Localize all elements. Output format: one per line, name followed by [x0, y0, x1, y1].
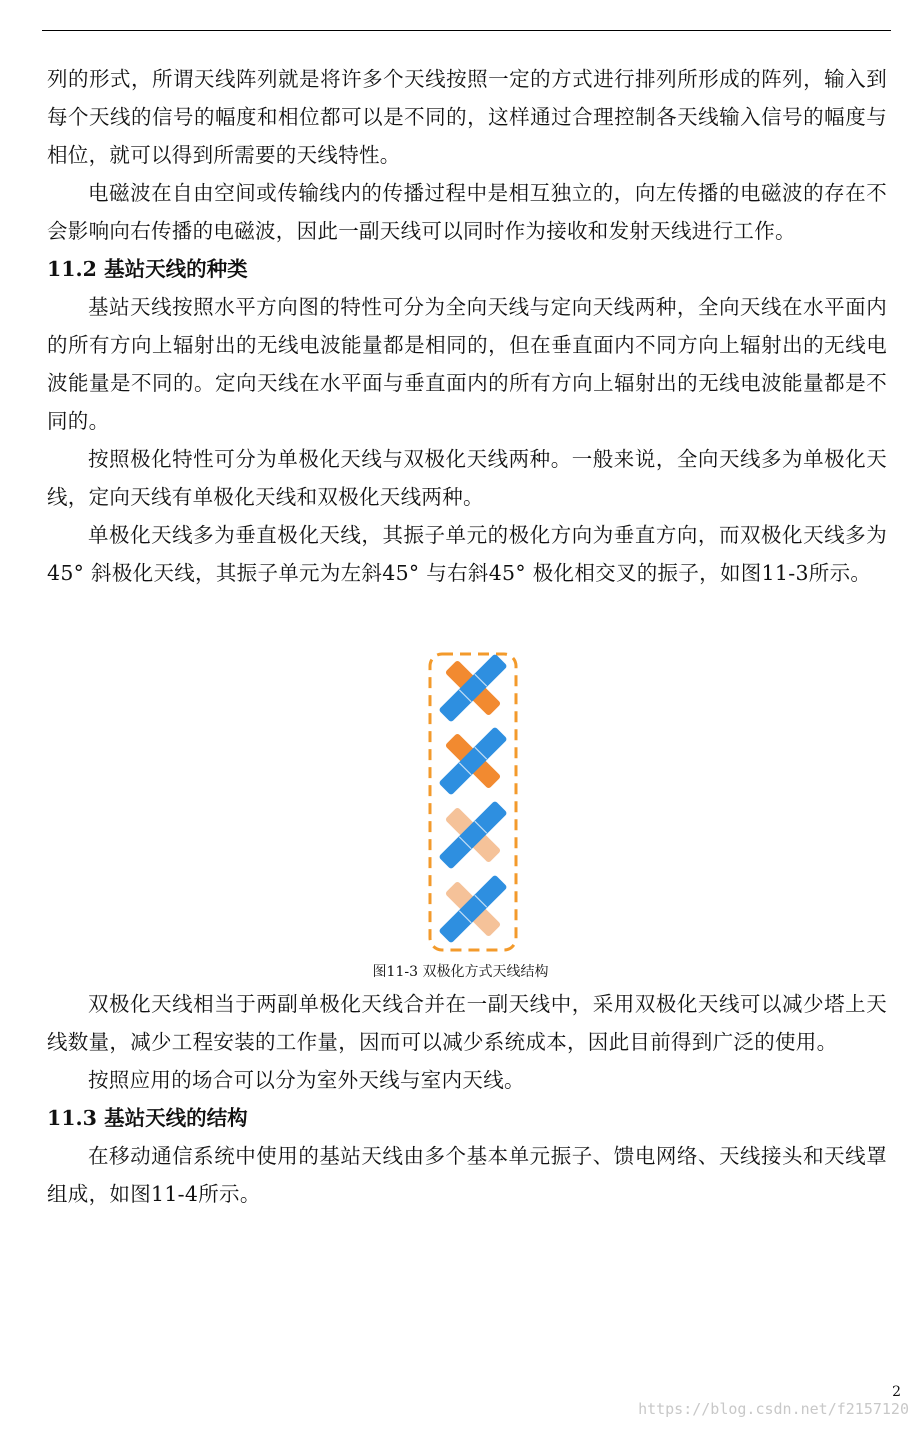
paragraph: 按照应用的场合可以分为室外天线与室内天线。: [88, 1068, 525, 1092]
slant-arm-left: [438, 874, 507, 943]
paragraph: 按照极化特性可分为单极化天线与双极化天线两种。一般来说，全向天线多为单极化天线，定向天线有单极化天线和双极化天线两种。: [47, 447, 887, 509]
paragraph: 在移动通信系统中使用的基站天线由多个基本单元振子、馈电网络、天线接头和天线罩组成，如图11-4所示。: [47, 1144, 887, 1206]
section-heading-11-3: 11.3 基站天线的结构: [47, 1106, 248, 1130]
figure-caption: 图11-3 双极化方式天线结构: [372, 964, 549, 980]
watermark: https://blog.csdn.net/f2157120: [638, 1400, 909, 1418]
dual-polarized-antenna-diagram: [427, 651, 519, 953]
header-rule: [42, 30, 891, 31]
slant-arm-left: [438, 800, 507, 869]
dipole-pair-4: [438, 874, 507, 943]
antenna-figure: [427, 651, 519, 953]
paragraph: 基站天线按照水平方向图的特性可分为全向天线与定向天线两种，全向天线在水平面内的所有方向上辐射出的无线电波能量都是相同的，但在垂直面内不同方向上辐射出的无线电波能量是不同的。定向天线在水平面与垂直面内的所有方向上辐射出的无线电波能量都是不同的。: [47, 295, 887, 433]
section-heading-11-2: 11.2 基站天线的种类: [47, 257, 248, 281]
dipole-pair-3: [438, 800, 507, 869]
slant-arm-left: [438, 726, 507, 795]
dipole-pair-2: [438, 726, 507, 795]
paragraph: 单极化天线多为垂直极化天线，其振子单元的极化方向为垂直方向，而双极化天线多为45° 斜极化天线，其振子单元为左斜45° 与右斜45° 极化相交叉的振子，如图11-3所示。: [47, 523, 887, 585]
slant-arm-left: [438, 653, 507, 722]
text-block-bottom: [47, 985, 887, 1213]
text-block-top: [47, 60, 887, 592]
paragraph: 列的形式，所谓天线阵列就是将许多个天线按照一定的方式进行排列所形成的阵列，输入到每个天线的信号的幅度和相位都可以是不同的，这样通过合理控制各天线输入信号的幅度与相位，就可以得到所需要的天线特性。: [47, 67, 887, 167]
paragraph: 双极化天线相当于两副单极化天线合并在一副天线中，采用双极化天线可以减少塔上天线数量，减少工程安装的工作量，因而可以减少系统成本，因此目前得到广泛的使用。: [47, 992, 887, 1054]
page-number: 2: [892, 1384, 901, 1400]
paragraph: 电磁波在自由空间或传输线内的传播过程中是相互独立的，向左传播的电磁波的存在不会影响向右传播的电磁波，因此一副天线可以同时作为接收和发射天线进行工作。: [47, 181, 887, 243]
dipole-pair-1: [438, 653, 507, 722]
